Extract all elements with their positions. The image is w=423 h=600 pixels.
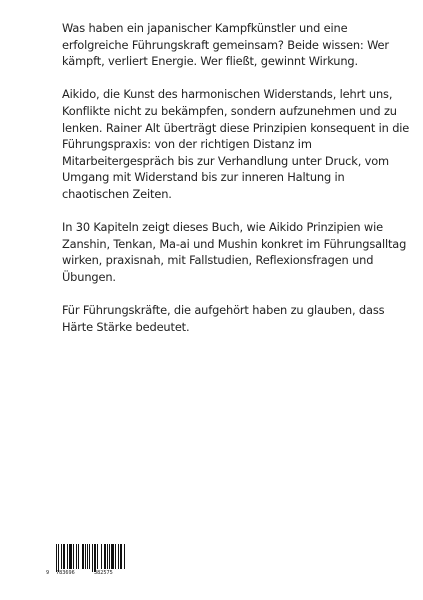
barcode-right-group: 382575	[94, 570, 113, 576]
blurb-paragraph-2	[62, 86, 410, 202]
barcode-bar	[61, 544, 62, 569]
text-line: wirken, praxisnah, mit Fallstudien, Reflexionsfragen und	[62, 253, 374, 268]
barcode-bar	[111, 544, 114, 569]
barcode-bar	[82, 544, 84, 569]
barcode-bar	[124, 544, 125, 569]
barcode-bar	[94, 544, 96, 572]
isbn-barcode	[46, 544, 126, 579]
blurb-paragraph-3	[62, 219, 407, 285]
barcode-bar	[109, 544, 110, 569]
text-line: Was haben ein japanischer Kampfkünstler und eine	[62, 21, 348, 35]
text-line: Aikido, die Kunst des harmonischen Widerstands, lehrt uns,	[62, 87, 393, 102]
barcode-bar	[97, 544, 98, 569]
barcode-bar	[69, 544, 72, 569]
barcode-bar	[118, 544, 119, 569]
text-line: Härte Stärke bedeutet.	[62, 319, 190, 334]
text-line: erfolgreiche Führungskraft gemeinsam? Beide wissen: Wer	[62, 37, 389, 52]
barcode-left-group: 783696	[56, 570, 75, 576]
text-line: Umgang mit Widerstand bis zur inneren Haltung in	[62, 170, 345, 185]
text-line: Führungspraxis: von der richtigen Distanz im	[62, 137, 312, 152]
text-line: Für Führungskräfte, die aufgehört haben zu glauben, dass	[62, 303, 385, 318]
blurb-paragraph-1	[62, 20, 407, 70]
back-cover-text	[62, 20, 410, 352]
barcode-bar	[101, 544, 102, 569]
text-line: kämpft, verliert Energie. Wer fließt, gewinnt Wirkung.	[62, 54, 358, 69]
barcode-bar	[78, 544, 79, 569]
barcode-digits	[46, 570, 126, 579]
barcode-bar	[56, 544, 57, 572]
text-line: lenken. Rainer Alt überträgt diese Prinzipien konsequent in die	[62, 120, 410, 135]
barcode-bars	[46, 544, 126, 572]
text-line: In 30 Kapiteln zeigt dieses Buch, wie Aikido Prinzipien wie	[62, 220, 383, 235]
text-line: chaotischen Zeiten.	[62, 186, 172, 201]
barcode-bar	[107, 544, 108, 569]
text-line: Mitarbeitergespräch bis zur Verhandlung unter Druck, vom	[62, 153, 389, 168]
barcode-lead-digit: 9	[46, 570, 50, 576]
barcode-bar	[63, 544, 65, 569]
barcode-bar	[104, 544, 106, 569]
text-line: Zanshin, Tenkan, Ma-ai und Mushin konkret im Führungsalltag	[62, 236, 407, 251]
barcode-bar	[87, 544, 88, 569]
text-line: Konflikte nicht zu bekämpfen, sondern aufzunehmen und zu	[62, 103, 397, 118]
barcode-bar	[73, 544, 74, 569]
barcode-bar	[67, 544, 68, 569]
blurb-paragraph-4	[62, 302, 407, 335]
barcode-bar	[76, 544, 77, 569]
barcode-bar	[120, 544, 122, 569]
barcode-bar	[92, 544, 93, 572]
barcode-bar	[89, 544, 90, 569]
text-line: Übungen.	[62, 269, 116, 284]
barcode-bar	[85, 544, 86, 569]
barcode-bar	[58, 544, 59, 572]
barcode-bar	[115, 544, 116, 569]
